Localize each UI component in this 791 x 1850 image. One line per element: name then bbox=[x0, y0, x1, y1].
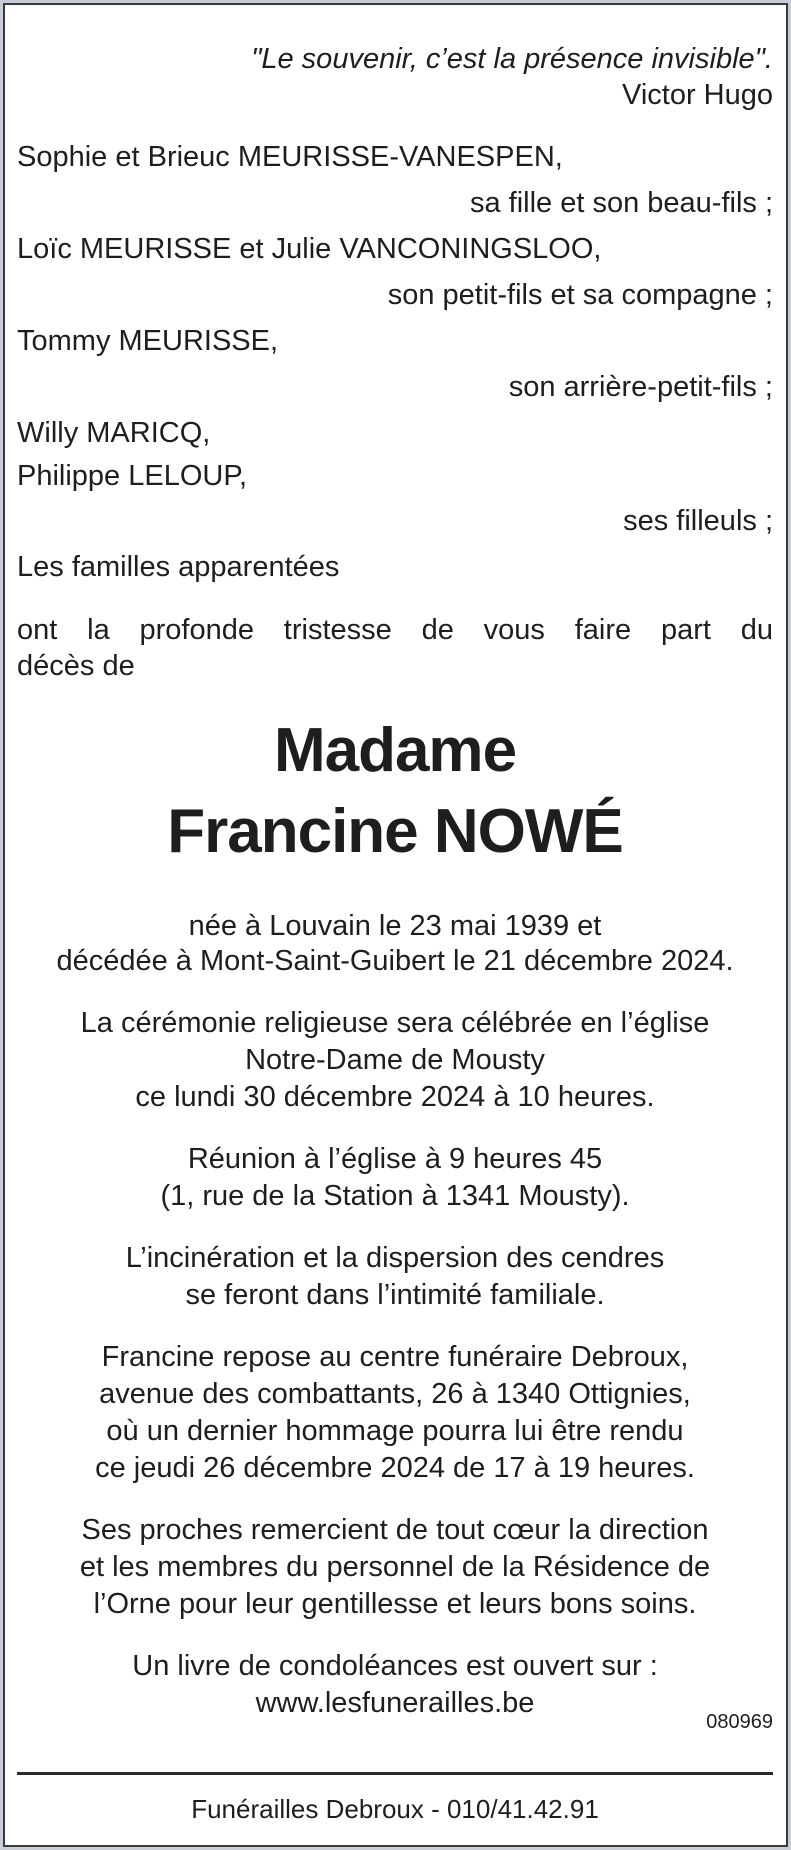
family-relation: sa fille et son beau-fils ; bbox=[469, 187, 773, 219]
thanks-line: et les membres du personnel de la Résidence de bbox=[79, 1551, 711, 1583]
footer-funeral-home: Funérailles Debroux - 010/41.42.91 bbox=[191, 1794, 599, 1824]
condolences-line: Un livre de condoléances est ouvert sur : bbox=[132, 1650, 658, 1682]
birth-line: née à Louvain le 23 mai 1939 et bbox=[188, 910, 602, 942]
family-line: Sophie et Brieuc MEURISSE-VANESPEN, bbox=[17, 141, 563, 173]
rest-line: avenue des combattants, 26 à 1340 Ottignies, bbox=[99, 1378, 691, 1410]
deceased-title: Madame bbox=[273, 716, 517, 785]
condolences-url: www.lesfunerailles.be bbox=[255, 1687, 535, 1719]
family-line: Willy MARICQ, bbox=[17, 417, 211, 449]
family-relation: ses filleuls ; bbox=[623, 505, 773, 537]
reference-number: 080969 bbox=[706, 1711, 773, 1733]
rest-line: où un dernier hommage pourra lui être rendu bbox=[106, 1415, 684, 1447]
death-line: décédée à Mont-Saint-Guibert le 21 décembre 2024. bbox=[56, 945, 734, 977]
rest-line: ce jeudi 26 décembre 2024 de 17 à 19 heures. bbox=[95, 1452, 695, 1484]
quote-author: Victor Hugo bbox=[622, 79, 773, 111]
family-line: Tommy MEURISSE, bbox=[17, 325, 279, 357]
ceremony-line: La cérémonie religieuse sera célébrée en l’église bbox=[80, 1007, 710, 1039]
quote-text: "Le souvenir, c’est la présence invisible". bbox=[251, 43, 773, 75]
announcement-line: ont la profonde tristesse de vous faire part du bbox=[17, 614, 773, 646]
ceremony-line: ce lundi 30 décembre 2024 à 10 heures. bbox=[135, 1081, 655, 1113]
cremation-line: se feront dans l’intimité familiale. bbox=[185, 1279, 605, 1311]
ceremony-line: Notre-Dame de Mousty bbox=[245, 1044, 545, 1076]
family-relation: son arrière-petit-fils ; bbox=[508, 371, 773, 403]
meeting-line: Réunion à l’église à 9 heures 45 bbox=[187, 1143, 603, 1175]
thanks-line: Ses proches remercient de tout cœur la direction bbox=[81, 1514, 709, 1546]
thanks-line: l’Orne pour leur gentillesse et leurs bons soins. bbox=[93, 1588, 697, 1620]
meeting-line: (1, rue de la Station à 1341 Mousty). bbox=[160, 1180, 630, 1212]
footer-divider bbox=[17, 1772, 773, 1775]
announcement-line: décès de bbox=[17, 650, 135, 682]
family-line: Loïc MEURISSE et Julie VANCONINGSLOO, bbox=[17, 233, 602, 265]
family-relation: son petit-fils et sa compagne ; bbox=[387, 279, 773, 311]
family-line: Les familles apparentées bbox=[17, 551, 340, 583]
deceased-name: Francine NOWÉ bbox=[167, 797, 623, 866]
cremation-line: L’incinération et la dispersion des cendres bbox=[125, 1242, 665, 1274]
rest-line: Francine repose au centre funéraire Debroux, bbox=[101, 1341, 689, 1373]
family-line: Philippe LELOUP, bbox=[17, 460, 248, 492]
